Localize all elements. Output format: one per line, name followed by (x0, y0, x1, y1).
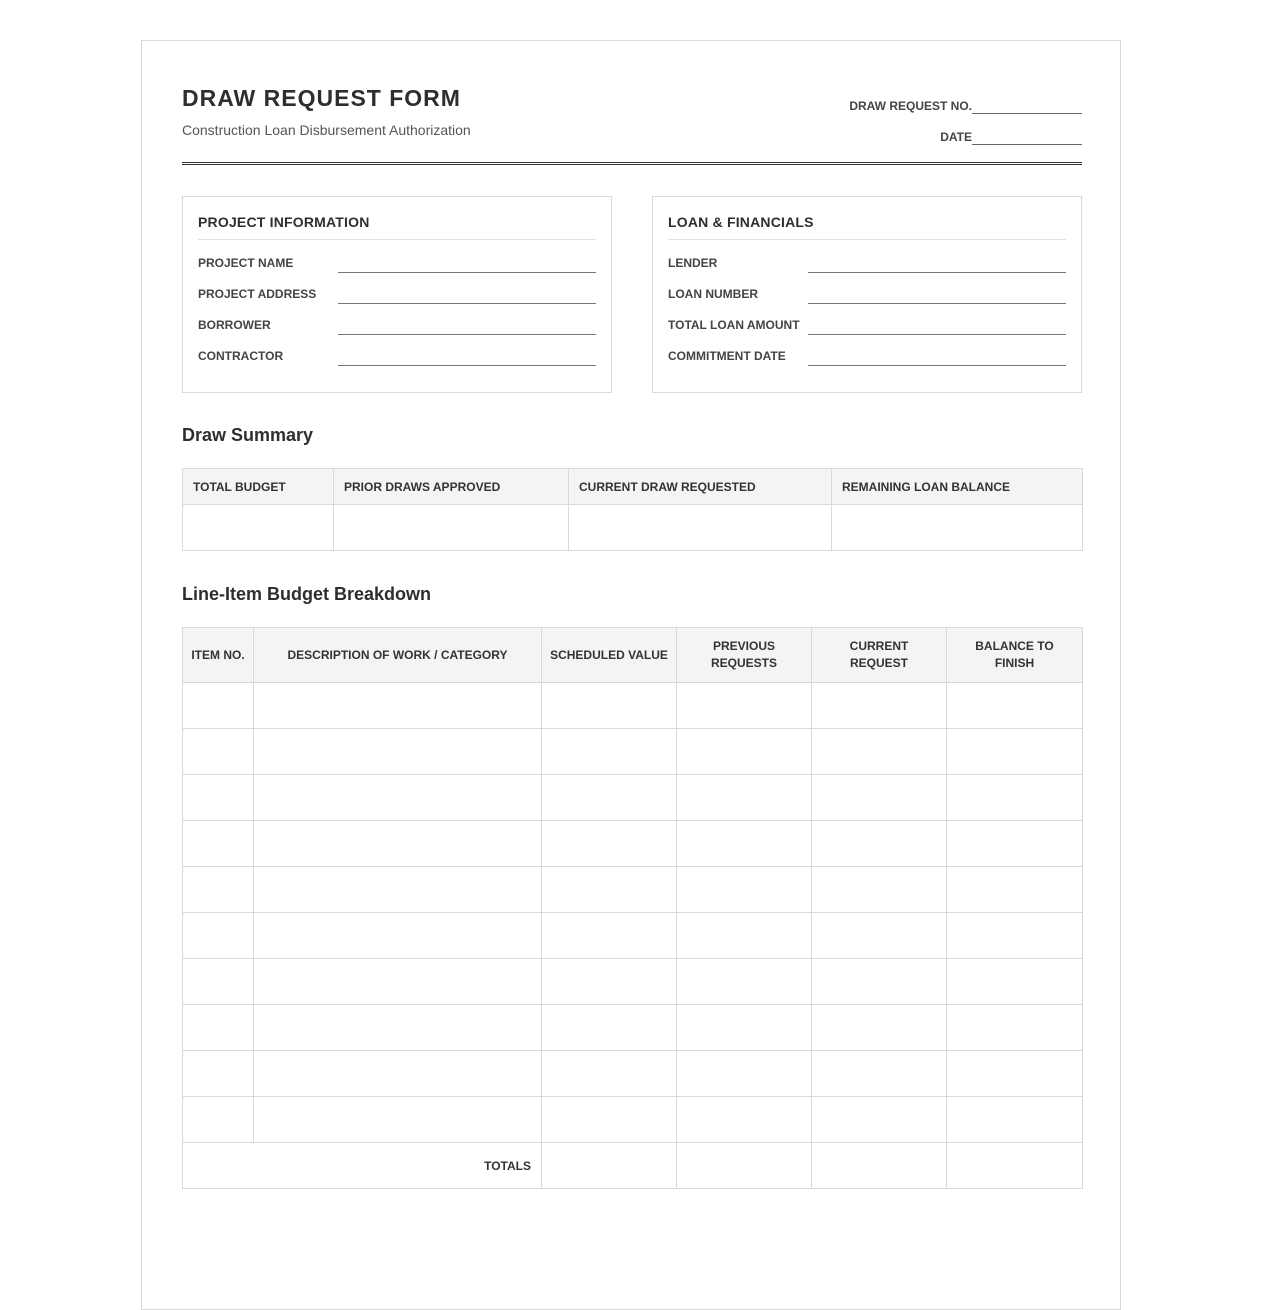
previous-requests-cell[interactable] (677, 959, 812, 1005)
scheduled-value-cell[interactable] (542, 959, 677, 1005)
commitment-date-row (668, 346, 1066, 366)
balance-to-finish-cell[interactable] (947, 959, 1083, 1005)
line-item-row (183, 959, 1083, 1005)
line-item-row (183, 775, 1083, 821)
current-request-cell[interactable] (812, 913, 947, 959)
project-information-title: PROJECT INFORMATION (198, 214, 596, 240)
balance-to-finish-cell[interactable] (947, 1005, 1083, 1051)
line-item-breakdown-title: Line-Item Budget Breakdown (182, 584, 432, 604)
loan-financials-panel (652, 196, 1082, 393)
description-header: DESCRIPTION OF WORK / CATEGORY (254, 628, 542, 683)
description-cell[interactable] (254, 867, 542, 913)
header-meta (782, 83, 1082, 145)
previous-requests-cell[interactable] (677, 1051, 812, 1097)
total-loan-amount-field[interactable] (808, 334, 1066, 335)
scheduled-value-cell[interactable] (542, 913, 677, 959)
summary-value-row (183, 505, 1083, 551)
remaining-loan-balance-cell[interactable] (832, 505, 1083, 551)
scheduled-value-cell[interactable] (542, 683, 677, 729)
previous-requests-cell[interactable] (677, 1097, 812, 1143)
form-page (141, 40, 1121, 1310)
loan-number-label: LOAN NUMBER (668, 287, 758, 301)
line-item-table (182, 627, 1083, 1189)
item-no-cell[interactable] (183, 683, 254, 729)
current-draw-requested-cell[interactable] (569, 505, 832, 551)
current-request-cell[interactable] (812, 729, 947, 775)
description-cell[interactable] (254, 729, 542, 775)
lender-row (668, 253, 1066, 273)
scheduled-value-cell[interactable] (542, 1051, 677, 1097)
scheduled-value-total-cell[interactable] (542, 1143, 677, 1189)
item-no-header: ITEM NO. (183, 628, 254, 683)
totals-label: TOTALS (183, 1143, 542, 1189)
scheduled-value-cell[interactable] (542, 775, 677, 821)
commitment-date-field[interactable] (808, 365, 1066, 366)
item-no-cell[interactable] (183, 867, 254, 913)
description-cell[interactable] (254, 1097, 542, 1143)
line-item-row (183, 1005, 1083, 1051)
borrower-row (198, 315, 596, 335)
description-cell[interactable] (254, 683, 542, 729)
line-item-row (183, 1097, 1083, 1143)
draw-request-no-label: DRAW REQUEST NO. (849, 99, 972, 113)
scheduled-value-cell[interactable] (542, 729, 677, 775)
project-address-field[interactable] (338, 303, 596, 304)
previous-requests-total-cell[interactable] (677, 1143, 812, 1189)
current-request-total-cell[interactable] (812, 1143, 947, 1189)
contractor-label: CONTRACTOR (198, 349, 284, 363)
current-request-cell[interactable] (812, 1097, 947, 1143)
description-cell[interactable] (254, 913, 542, 959)
commitment-date-label: COMMITMENT DATE (668, 349, 786, 363)
item-no-cell[interactable] (183, 1005, 254, 1051)
header-divider (182, 162, 1082, 165)
borrower-field[interactable] (338, 334, 596, 335)
form-title: DRAW REQUEST FORM (182, 85, 461, 111)
date-row (782, 114, 1082, 145)
description-cell[interactable] (254, 959, 542, 1005)
scheduled-value-cell[interactable] (542, 1005, 677, 1051)
borrower-label: BORROWER (198, 318, 271, 332)
current-request-header: CURRENT REQUEST (812, 628, 947, 683)
line-item-row (183, 683, 1083, 729)
line-item-row (183, 1051, 1083, 1097)
current-request-cell[interactable] (812, 959, 947, 1005)
previous-requests-cell[interactable] (677, 775, 812, 821)
total-budget-cell[interactable] (183, 505, 334, 551)
balance-to-finish-cell[interactable] (947, 913, 1083, 959)
item-no-cell[interactable] (183, 959, 254, 1005)
project-name-row (198, 253, 596, 273)
current-request-cell[interactable] (812, 821, 947, 867)
contractor-field[interactable] (338, 365, 596, 366)
project-information-panel (182, 196, 612, 393)
loan-number-row (668, 284, 1066, 304)
draw-summary-title: Draw Summary (182, 425, 314, 445)
project-address-row (198, 284, 596, 304)
scheduled-value-cell[interactable] (542, 867, 677, 913)
previous-requests-header: PREVIOUS REQUESTS (677, 628, 812, 683)
item-no-cell[interactable] (183, 775, 254, 821)
balance-to-finish-cell[interactable] (947, 1097, 1083, 1143)
balance-to-finish-cell[interactable] (947, 729, 1083, 775)
previous-requests-cell[interactable] (677, 729, 812, 775)
loan-number-field[interactable] (808, 303, 1066, 304)
description-cell[interactable] (254, 1005, 542, 1051)
form-header (182, 41, 1082, 167)
balance-to-finish-cell[interactable] (947, 1051, 1083, 1097)
previous-requests-cell[interactable] (677, 1005, 812, 1051)
prior-draws-approved-cell[interactable] (334, 505, 569, 551)
current-draw-requested-header: CURRENT DRAW REQUESTED (569, 469, 832, 505)
item-no-cell[interactable] (183, 729, 254, 775)
balance-to-finish-cell[interactable] (947, 867, 1083, 913)
item-no-cell[interactable] (183, 821, 254, 867)
balance-to-finish-header: BALANCE TO FINISH (947, 628, 1083, 683)
project-name-field[interactable] (338, 272, 596, 273)
contractor-row (198, 346, 596, 366)
previous-requests-cell[interactable] (677, 913, 812, 959)
balance-to-finish-cell[interactable] (947, 775, 1083, 821)
balance-to-finish-total-cell[interactable] (947, 1143, 1083, 1189)
project-address-label: PROJECT ADDRESS (198, 287, 317, 301)
summary-header-row (183, 469, 1083, 505)
previous-requests-cell[interactable] (677, 867, 812, 913)
draw-request-no-field[interactable] (972, 99, 1082, 114)
project-name-label: PROJECT NAME (198, 256, 294, 270)
current-request-cell[interactable] (812, 1005, 947, 1051)
scheduled-value-cell[interactable] (542, 821, 677, 867)
line-item-header-row (183, 628, 1083, 683)
form-subtitle: Construction Loan Disbursement Authorization (182, 122, 471, 138)
item-no-cell[interactable] (183, 1097, 254, 1143)
item-no-cell[interactable] (183, 913, 254, 959)
current-request-cell[interactable] (812, 683, 947, 729)
scheduled-value-header: SCHEDULED VALUE (542, 628, 677, 683)
line-item-row (183, 821, 1083, 867)
line-item-row (183, 729, 1083, 775)
current-request-cell[interactable] (812, 867, 947, 913)
line-item-row (183, 913, 1083, 959)
line-item-body (183, 683, 1083, 1143)
form-content (182, 41, 1082, 1173)
remaining-loan-balance-header: REMAINING LOAN BALANCE (832, 469, 1083, 505)
total-loan-amount-label: TOTAL LOAN AMOUNT (668, 318, 800, 332)
balance-to-finish-cell[interactable] (947, 821, 1083, 867)
scheduled-value-cell[interactable] (542, 1097, 677, 1143)
description-cell[interactable] (254, 1051, 542, 1097)
draw-request-no-row (782, 83, 1082, 114)
previous-requests-cell[interactable] (677, 683, 812, 729)
total-budget-header: TOTAL BUDGET (183, 469, 334, 505)
total-loan-amount-row (668, 315, 1066, 335)
info-panels (182, 196, 1082, 393)
totals-row (183, 1143, 1083, 1189)
lender-label: LENDER (668, 256, 718, 270)
item-no-cell[interactable] (183, 1051, 254, 1097)
current-request-cell[interactable] (812, 1051, 947, 1097)
previous-requests-cell[interactable] (677, 821, 812, 867)
date-label: DATE (940, 130, 972, 144)
description-cell[interactable] (254, 821, 542, 867)
lender-field[interactable] (808, 272, 1066, 273)
current-request-cell[interactable] (812, 775, 947, 821)
balance-to-finish-cell[interactable] (947, 683, 1083, 729)
loan-financials-title: LOAN & FINANCIALS (668, 214, 1066, 240)
line-item-row (183, 867, 1083, 913)
draw-summary-table (182, 468, 1083, 551)
prior-draws-approved-header: PRIOR DRAWS APPROVED (334, 469, 569, 505)
description-cell[interactable] (254, 775, 542, 821)
date-field[interactable] (972, 130, 1082, 145)
